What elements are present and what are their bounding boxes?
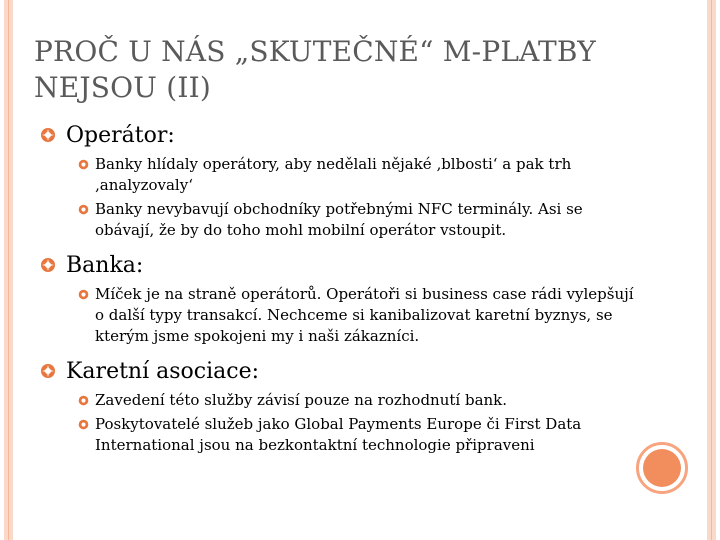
section-heading-banka: [40, 252, 640, 280]
slide-content: [40, 122, 640, 459]
sun-ornament-icon: [78, 395, 89, 406]
decorative-circle-inner: [643, 449, 681, 487]
sun-ornament-icon: [40, 363, 56, 379]
sun-ornament-icon: [40, 127, 56, 143]
sun-ornament-icon: [40, 257, 56, 273]
list-item: [40, 390, 640, 411]
section-heading-label: Karetní asociace:: [66, 359, 260, 384]
sun-ornament-icon: [78, 289, 89, 300]
sun-ornament-icon: [78, 204, 89, 215]
list-item-text: Zavedení této služby závisí pouze na rozhodnutí bank.: [95, 391, 508, 409]
right-decorative-border: [707, 0, 716, 540]
section-heading-operator: [40, 122, 640, 150]
list-item-text: Banky hlídaly operátory, aby nedělali nějaké ‚blbosti‘ a pak trh ‚analyzovaly‘: [95, 155, 572, 194]
left-decorative-border: [4, 0, 13, 540]
slide-title: PROČ U NÁS „SKUTEČNÉ“ M-PLATBY NEJSOU (II): [34, 35, 596, 104]
section-heading-karetni-asociace: [40, 358, 640, 386]
list-item-text: Poskytovatelé služeb jako Global Payments Europe či First Data International jsou na bezkontaktní technologie připraveni: [95, 415, 582, 454]
list-item: [40, 414, 640, 456]
list-item-text: Banky nevybavují obchodníky potřebnými NFC terminály. Asi se obávají, že by do toho mohl mobilní operátor vstoupit.: [95, 200, 583, 239]
sun-ornament-icon: [78, 419, 89, 430]
list-item: [40, 154, 640, 196]
list-item-text: Míček je na straně operátorů. Operátoři si business case rádi vylepšují o další typy transakcí. Nechceme si kanibalizovat karetní byznys, se kterým jsme spokojeni my i naši zákazníci.: [95, 285, 634, 345]
section-heading-label: Operátor:: [66, 123, 175, 148]
list-item: [40, 199, 640, 241]
list-item: [40, 284, 640, 347]
sun-ornament-icon: [78, 159, 89, 170]
section-heading-label: Banka:: [66, 253, 144, 278]
